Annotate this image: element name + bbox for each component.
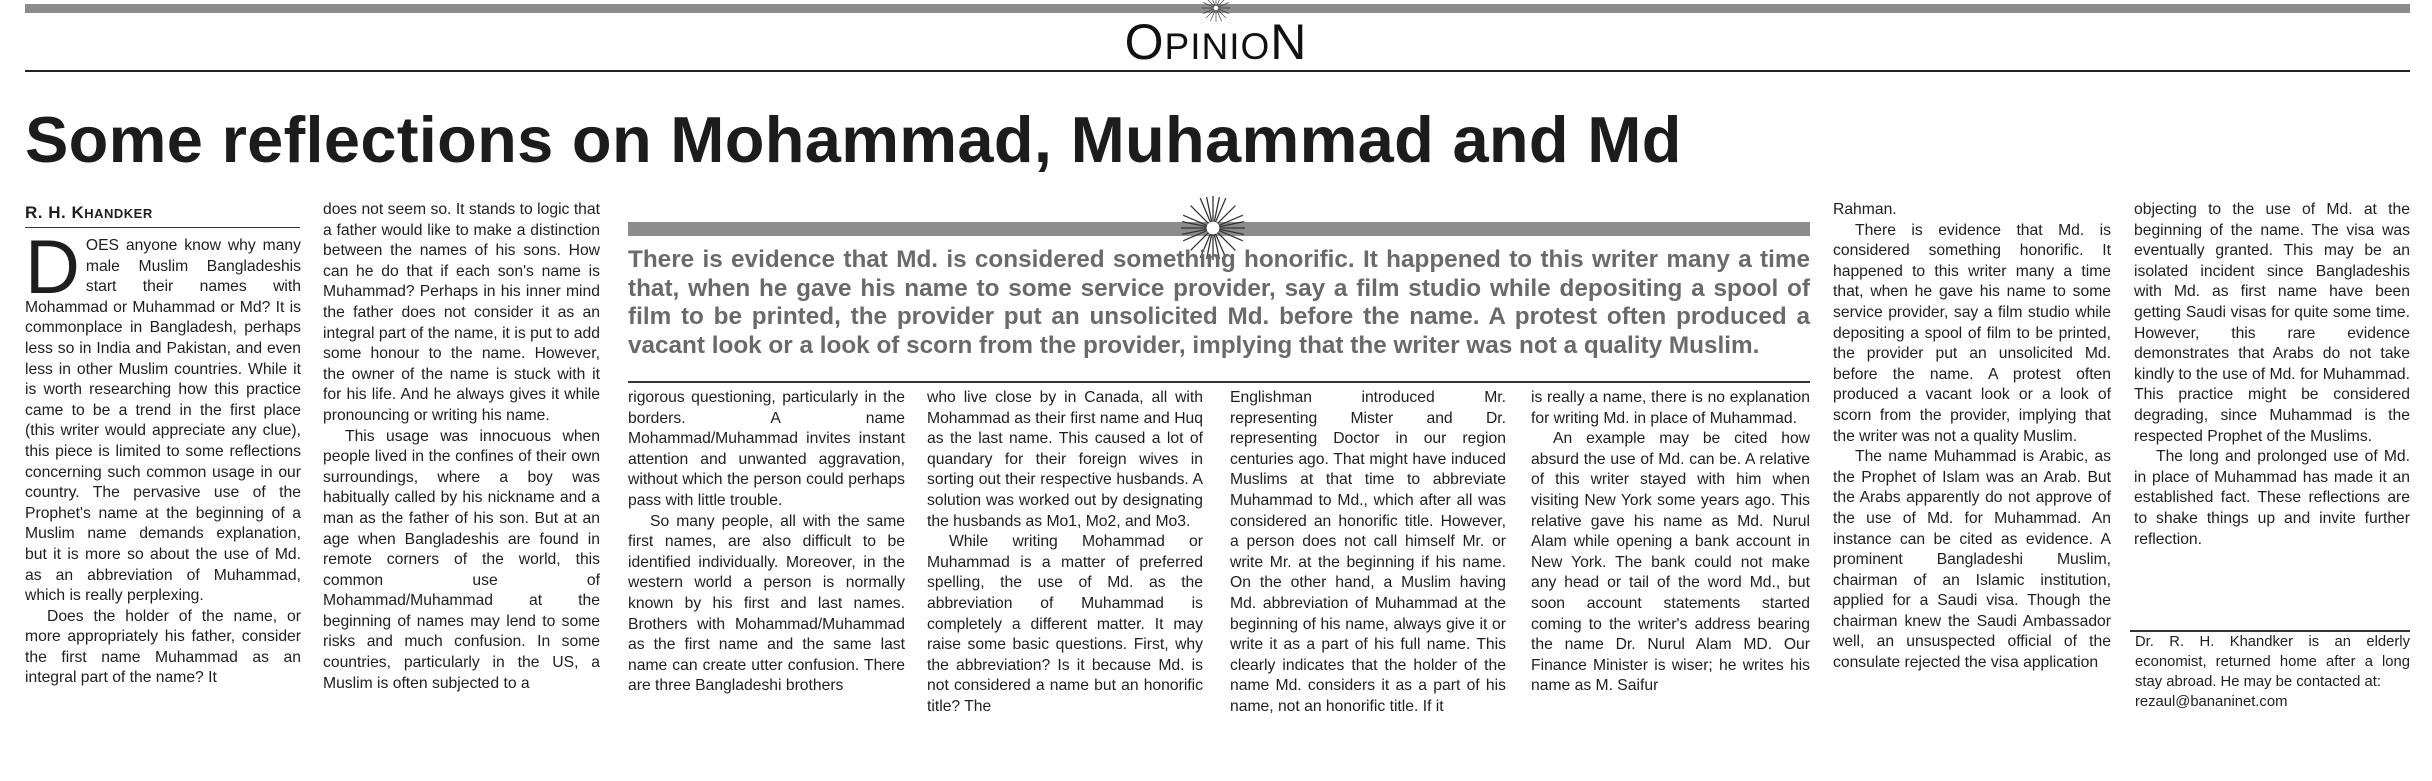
- paragraph: This usage was innocuous when people lived in the confines of their own surroundings, where a boy was habitually called by his nickname and a man as the father of his son. But at an age when Bangladeshis are found in remote corners of the world, this common use of Mohammad/Muhammad at the beginning of names may lend to some risks and much confusion. In some countries, particularly in the US, a Muslim is often subjected to a: [323, 427, 600, 692]
- paragraph: An example may be cited how absurd the use of Md. can be. A relative of this writer stayed with him when visiting New York some years ago. This relative gave his name as Md. Nurul Alam while opening a bank account in New York. The bank could not make any head or tail of the word Md., but soon account statements started coming to the writer's address bearing the name Dr. Nurul Alam MD. Our Finance Minister is wiser; he writes his name as M. Saifur: [1531, 430, 1810, 695]
- paragraph: Rahman.: [1833, 201, 1897, 218]
- section-title: OPINION: [1124, 14, 1308, 70]
- paragraph: rigorous questioning, particularly in the borders. A name Mohammad/Muhammad invites instant attention and unwanted aggravation, without which the person could perhaps pass with little trouble.: [628, 389, 905, 509]
- paragraph: The name Muhammad is Arabic, as the Prophet of Islam was an Arab. But the Arabs apparently do not approve of the use of Md. for Muhammad. An instance can be cited as evidence. A prominent Bangladeshi Muslim, chairman of an Islamic institution, applied for a Saudi visa. Though the chairman knew the Saudi Ambassador well, an unsuspected official of the consulate rejected the visa application: [1833, 448, 2111, 672]
- article-column-1: [25, 236, 301, 781]
- drop-cap: D: [25, 236, 80, 310]
- author-email: rezaul@bananinet.com: [2135, 693, 2288, 710]
- author-bio-rule: [2130, 630, 2410, 632]
- article-column-3: [628, 388, 905, 781]
- article-column-8: [2134, 200, 2410, 625]
- paragraph: who live close by in Canada, all with Mohammad as their first name and Huq as the last name. This caused a lot of quandary for their foreign wives in sorting out their respective husbands. A solution was worked out by designating the husbands as Mo1, Mo2, and Mo3.: [927, 389, 1203, 530]
- paragraph: Does the holder of the name, or more appropriately his father, consider the first name Muhammad as an integral part of the name? It: [25, 607, 301, 687]
- article-column-4: [927, 388, 1203, 781]
- paragraph: is really a name, there is no explanation for writing Md. in place of Muhammad.: [1531, 389, 1810, 427]
- pull-quote-rule: [628, 381, 1810, 383]
- paragraph: Englishman introduced Mr. representing Mister and Dr. representing Doctor in our region centuries ago. That might have induced Muslims at that time to abbreviate Muhammad to Md., which after all was considered an honorific title. However, a person does not call himself Mr. or write Mr. at the beginning if his name. On the other hand, a Muslim having Md. abbreviation of Muhammad at the beginning of his name, always give it or write it as a part of his full name. This clearly indicates that the holder of the name Md. considers it as a part of his name, not an honorific title. If it: [1230, 389, 1506, 715]
- headline: Some reflections on Mohammad, Muhammad and Md: [25, 103, 1682, 176]
- byline: R. H. KHANDKER: [25, 203, 300, 228]
- paragraph: objecting to the use of Md. at the beginning of the name. The visa was eventually granted. This may be an isolated incident since Bangladeshis with Md. as first name have been getting Saudi visas for quite some time. However, this rare evidence demonstrates that Arabs do not take kindly to the use of Md. for Muhammad. This practice might be considered degrading, since Muhammad is the respected Prophet of the Muslims.: [2134, 201, 2410, 445]
- masthead-rule: [25, 70, 2410, 72]
- paragraph: The long and prolonged use of Md. in place of Muhammad has made it an established fact. These reflections are to shake things up and invite further reflection.: [2134, 448, 2410, 548]
- pull-quote: There is evidence that Md. is considered something honorific. It happened to this writer many a time that, when he gave his name to some service provider, say a film studio while depositing a spool of film to be printed, the provider put an unsolicited Md. before the name. A protest often produced a vacant look or a look of scorn from the provider, implying that the writer was not a quality Muslim.: [628, 246, 1810, 359]
- paragraph: So many people, all with the same first names, are also difficult to be identified individually. Moreover, in the western world a person is normally known by his first and last names. Brothers with Mohammad/Muhammad as the first name and the same last name can create utter confusion. There are three Bangladeshi brothers: [628, 512, 905, 695]
- paragraph: There is evidence that Md. is considered something honorific. It happened to this writer many a time that, when he gave his name to some service provider, say a film studio while depositing a spool of film to be printed, the provider put an unsolicited Md. before the name. A protest often produced a vacant look or a look of scorn from the provider, implying that the writer was not a quality Muslim.: [1833, 221, 2111, 445]
- paragraph: does not seem so. It stands to logic that a father would like to make a distinction between the names of his sons. How can he do that if each son's name is Muhammad? Perhaps in his inner mind the father does not consider it as an integral part of the name, it is put to add some honour to the name. However, the owner of the name is stuck with it for his life. And he always gives it while pronouncing or writing his name.: [323, 201, 600, 424]
- lead-paragraph: DOES anyone know why many male Muslim Bangladeshis start their names with Mohammad or Muhammad or Md? It is commonplace in Bangladesh, perhaps less so in India and Pakistan, and even less in other Muslim countries. While it is worth researching how this practice came to be a trend in the first place (this writer would appreciate any clue), this piece is limited to some reflections concerning such common usage in our country. The pervasive use of the Prophet's name at the beginning of a Muslim name demands explanation, but it is more so about the use of Md. as an abbreviation of Muhammad, which is really perplexing.: [25, 236, 301, 605]
- article-column-7: [1833, 200, 2111, 781]
- author-bio: Dr. R. H. Khandker is an elderly economist, returned home after a long stay abroad. He may be contacted at: rezaul@bananinet.com: [2135, 634, 2410, 710]
- paragraph: While writing Mohammad or Muhammad is a matter of preferred spelling, the use of Md. as the abbreviation of Muhammad is completely a different matter. It may raise some basic questions. First, why the abbreviation? Is it because Md. is not considered a name but an honorific title? The: [927, 533, 1203, 715]
- article-column-2: [323, 200, 600, 781]
- article-column-5: [1230, 388, 1506, 781]
- article-column-6: [1531, 388, 1810, 781]
